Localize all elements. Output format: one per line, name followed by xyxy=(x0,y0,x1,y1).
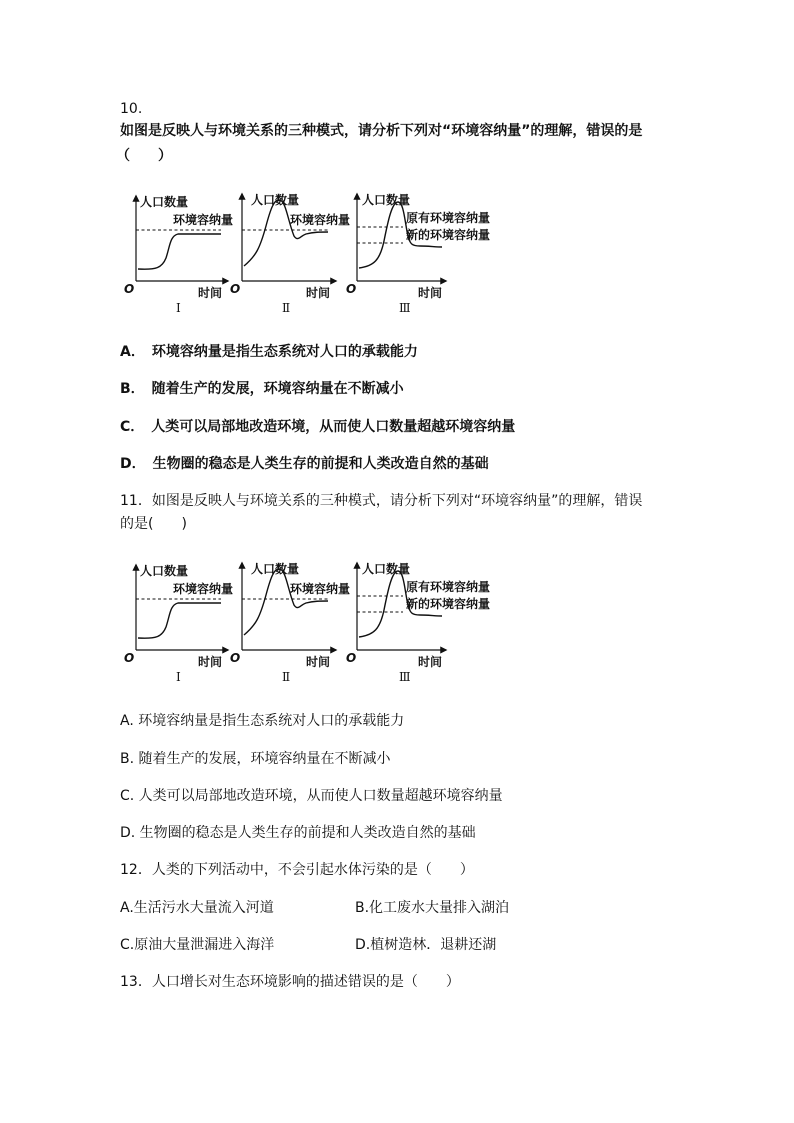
panel-3-original-capacity-label: 原有环境容纳量 xyxy=(406,211,491,225)
panel-2-capacity-label: 环境容纳量 xyxy=(290,582,351,596)
q12-stem: 12．人类的下列活动中，不会引起水体污染的是（ ） xyxy=(120,862,474,878)
panel-2-capacity-label: 环境容纳量 xyxy=(290,213,351,227)
panel-3-original-capacity-label: 原有环境容纳量 xyxy=(406,580,491,594)
panel-1-capacity-label: 环境容纳量 xyxy=(173,582,234,596)
panel-1-capacity-label: 环境容纳量 xyxy=(173,213,234,227)
panel-1-origin-label: O xyxy=(124,651,135,665)
q11-option-c: C. 人类可以局部地改造环境，从而使人口数量超越环境容纳量 xyxy=(120,788,503,804)
panel-3-y-label: 人口数量 xyxy=(362,193,411,207)
panel-1-y-label: 人口数量 xyxy=(140,564,189,578)
q12-option-b: B.化工废水大量排入湖泊 xyxy=(355,900,510,916)
q11-stem-line2: 的是( ) xyxy=(120,516,187,532)
panel-2-origin-label: O xyxy=(230,282,241,296)
panel-3-x-label: 时间 xyxy=(418,286,443,300)
panel-2-y-label: 人口数量 xyxy=(251,562,300,576)
environment-capacity-figure xyxy=(118,186,508,315)
panel-2-x-label: 时间 xyxy=(306,286,331,300)
panel-2-y-label: 人口数量 xyxy=(251,193,300,207)
panel-3-y-label: 人口数量 xyxy=(362,562,411,576)
q10-number: 10. xyxy=(120,101,143,117)
q10-option-b: B． 随着生产的发展，环境容纳量在不断减小 xyxy=(120,381,404,397)
panel-2 xyxy=(230,192,350,315)
panel-2-roman-numeral: Ⅱ xyxy=(282,301,291,315)
panel-3-new-capacity-label: 新的环境容纳量 xyxy=(406,597,491,611)
panel-2 xyxy=(230,561,350,684)
q10-paren: （ ） xyxy=(116,148,172,164)
q12-option-d: D.植树造林．退耕还湖 xyxy=(355,937,497,953)
environment-capacity-figure xyxy=(118,555,508,684)
panel-3-roman-numeral: Ⅲ xyxy=(399,670,411,684)
panel-2-x-label: 时间 xyxy=(306,655,331,669)
panel-3 xyxy=(346,561,490,684)
panel-3 xyxy=(346,192,490,315)
panel-1-origin-label: O xyxy=(124,282,135,296)
panel-3-origin-label: O xyxy=(346,282,357,296)
panel-1-roman-numeral: Ⅰ xyxy=(176,670,181,684)
q11-option-a: A. 环境容纳量是指生态系统对人口的承载能力 xyxy=(120,713,405,729)
panel-3-new-capacity-label: 新的环境容纳量 xyxy=(406,228,491,242)
panel-3-origin-label: O xyxy=(346,651,357,665)
q11-option-d: D. 生物圈的稳态是人类生存的前提和人类改造自然的基础 xyxy=(120,825,476,841)
q10-option-a: A． 环境容纳量是指生态系统对人口的承载能力 xyxy=(120,344,418,360)
panel-1-x-label: 时间 xyxy=(198,286,223,300)
panel-3-roman-numeral: Ⅲ xyxy=(399,301,411,315)
panel-3-x-label: 时间 xyxy=(418,655,443,669)
q10-option-d: D． 生物圈的稳态是人类生存的前提和人类改造自然的基础 xyxy=(120,456,489,472)
q10-option-c: C． 人类可以局部地改造环境，从而使人口数量超越环境容纳量 xyxy=(120,419,516,435)
q11-option-b: B. 随着生产的发展，环境容纳量在不断减小 xyxy=(120,751,391,767)
q13-stem: 13．人口增长对生态环境影响的描述错误的是（ ） xyxy=(120,974,460,990)
panel-1-roman-numeral: Ⅰ xyxy=(176,301,181,315)
panel-2-population-curve xyxy=(244,569,328,635)
panel-1-population-curve xyxy=(138,234,221,269)
q10-stem: 如图是反映人与环境关系的三种模式，请分析下列对“环境容纳量”的理解，错误的是 xyxy=(120,123,643,139)
panel-1 xyxy=(124,563,233,684)
panel-1-y-label: 人口数量 xyxy=(140,195,189,209)
q12-option-a: A.生活污水大量流入河道 xyxy=(120,900,274,916)
panel-1 xyxy=(124,194,233,315)
panel-2-origin-label: O xyxy=(230,651,241,665)
panel-1-population-curve xyxy=(138,603,221,638)
q11-stem-line1: 11．如图是反映人与环境关系的三种模式，请分析下列对“环境容纳量”的理解，错误 xyxy=(120,493,643,509)
q12-option-c: C.原油大量泄漏进入海洋 xyxy=(120,937,275,953)
panel-2-population-curve xyxy=(244,200,328,266)
panel-1-x-label: 时间 xyxy=(198,655,223,669)
panel-2-roman-numeral: Ⅱ xyxy=(282,670,291,684)
